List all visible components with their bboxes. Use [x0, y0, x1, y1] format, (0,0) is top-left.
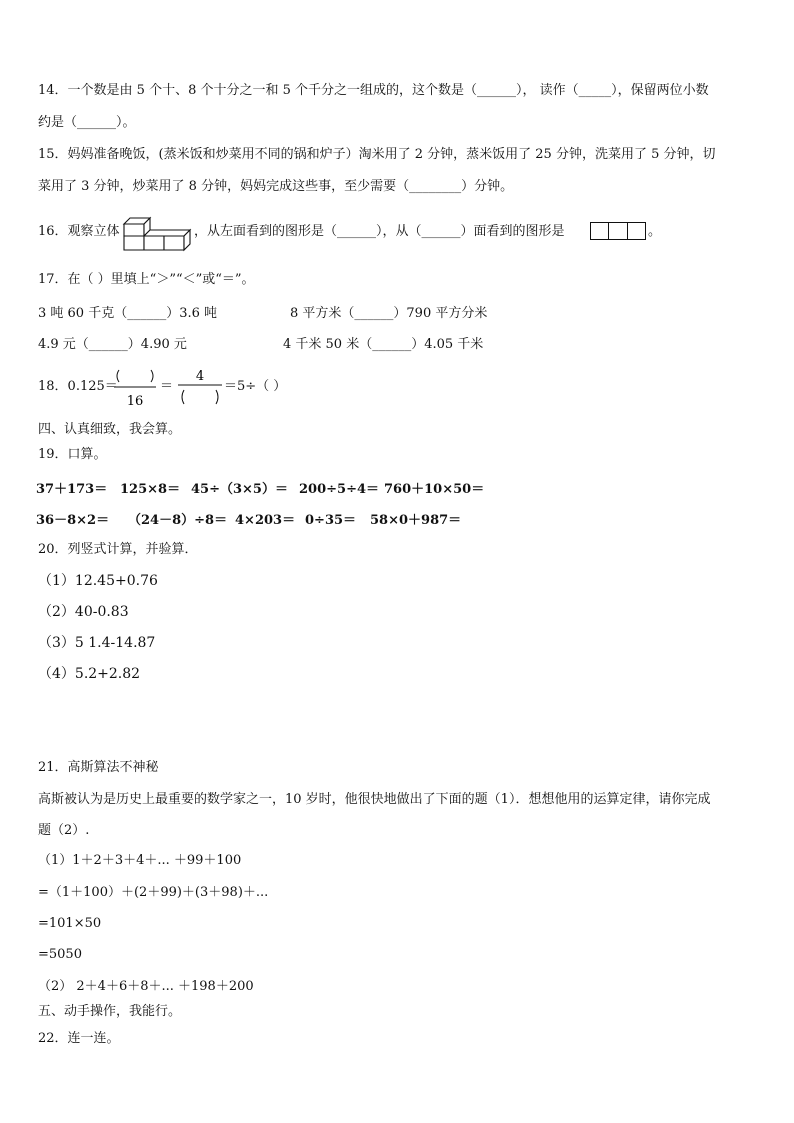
q16-prefix: 16．观察立体 — [38, 224, 120, 239]
q20-item-3: （3）5 1.4-14.87 — [38, 635, 156, 651]
view-strip-cell — [609, 223, 627, 239]
q19-r2-c1: 36－8×2＝ — [36, 513, 110, 528]
view-strip-figure — [590, 222, 646, 240]
fraction-1 — [112, 366, 158, 410]
q17-title: 17．在（ ）里填上“＞”“＜”或“＝”。 — [38, 272, 255, 287]
section-4-heading: 四、认真细致，我会算。 — [38, 422, 182, 437]
q19-r1-c2: 125×8＝ — [120, 482, 181, 497]
q17-row1-right: 8 平方米（______）790 平方分米 — [290, 306, 488, 321]
fraction-1-denominator: 16 — [126, 394, 144, 409]
q19-title: 19．口算。 — [38, 447, 107, 462]
q19-r1-c4: 200÷5÷4＝ — [299, 482, 380, 497]
q19-r2-c5: 58×0＋987＝ — [370, 513, 462, 528]
q15-line2: 菜用了 3 分钟，炒菜用了 8 分钟，妈妈完成这些事，至少需要（________）分钟。 — [38, 179, 514, 194]
q20-item-4: （4）5.2+2.82 — [38, 666, 141, 682]
q20-item-1: （1）12.45+0.76 — [38, 573, 158, 589]
q14-line1: 14．一个数是由 5 个十、8 个十分之一和 5 个千分之一组成的，这个数是（______）， 读作（_____），保留两位小数 — [38, 83, 709, 98]
view-strip-cell — [591, 223, 609, 239]
fraction-2-numerator: 4 — [195, 369, 205, 384]
q19-r1-c1: 37＋173＝ — [36, 482, 108, 497]
q21-problem-2: （2） 2＋4＋6＋8＋... ＋198＋200 — [38, 979, 254, 994]
q15-line1: 15．妈妈准备晚饭，(蒸米饭和炒菜用不同的锅和炉子）淘米用了 2 分钟，蒸米饭用了 25 分钟，洗菜用了 5 分钟，切 — [38, 147, 716, 162]
q21-title: 21．高斯算法不神秘 — [38, 760, 159, 775]
q19-r1-c3: 45÷（3×5）＝ — [191, 482, 288, 497]
q21-text-line2: 题（2）. — [38, 823, 90, 838]
q21-step-3: =101×50 — [38, 916, 102, 931]
q22-title: 22．连一连。 — [38, 1031, 120, 1046]
q16-middle: ，从左面看到的图形是（______），从（______）面看到的图形是 — [194, 224, 565, 239]
section-5-heading: 五、动手操作，我能行。 — [38, 1004, 182, 1019]
cube-stack-figure — [120, 212, 192, 256]
q21-step-1: （1）1＋2＋3＋4＋... ＋99＋100 — [38, 853, 242, 868]
q19-r2-c2: （24－8）÷8＝ — [128, 513, 228, 528]
q21-step-2: =（1＋100）＋(2＋99)＋(3＋98)＋... — [38, 885, 269, 900]
q20-title: 20．列竖式计算，并验算． — [38, 542, 198, 557]
q18-tail: ＝5÷（ ） — [224, 379, 287, 394]
q20-item-2: （2）40-0.83 — [38, 604, 129, 620]
q14-line2: 约是（______）。 — [38, 115, 136, 130]
q16-suffix: 。 — [648, 224, 662, 239]
q21-text-line1: 高斯被认为是历史上最重要的数学家之一，10 岁时，他很快地做出了下面的题（1）．想想他用的运算定律，请你完成 — [38, 792, 711, 807]
q19-r2-c4: 0÷35＝ — [305, 513, 357, 528]
q18-equals: ＝ — [160, 379, 174, 394]
view-strip-cell — [628, 223, 645, 239]
q17-row2-left: 4.9 元（______）4.90 元 — [38, 337, 187, 352]
q17-row2-right: 4 千米 50 米（______）4.05 千米 — [283, 337, 484, 352]
q21-step-4: =5050 — [38, 947, 82, 962]
q19-r1-c5: 760＋10×50＝ — [384, 482, 485, 497]
q18-prefix: 18．0.125＝ — [38, 379, 118, 394]
fraction-2 — [176, 366, 224, 410]
q19-r2-c3: 4×203＝ — [235, 513, 296, 528]
q17-row1-left: 3 吨 60 千克（______）3.6 吨 — [38, 306, 218, 321]
